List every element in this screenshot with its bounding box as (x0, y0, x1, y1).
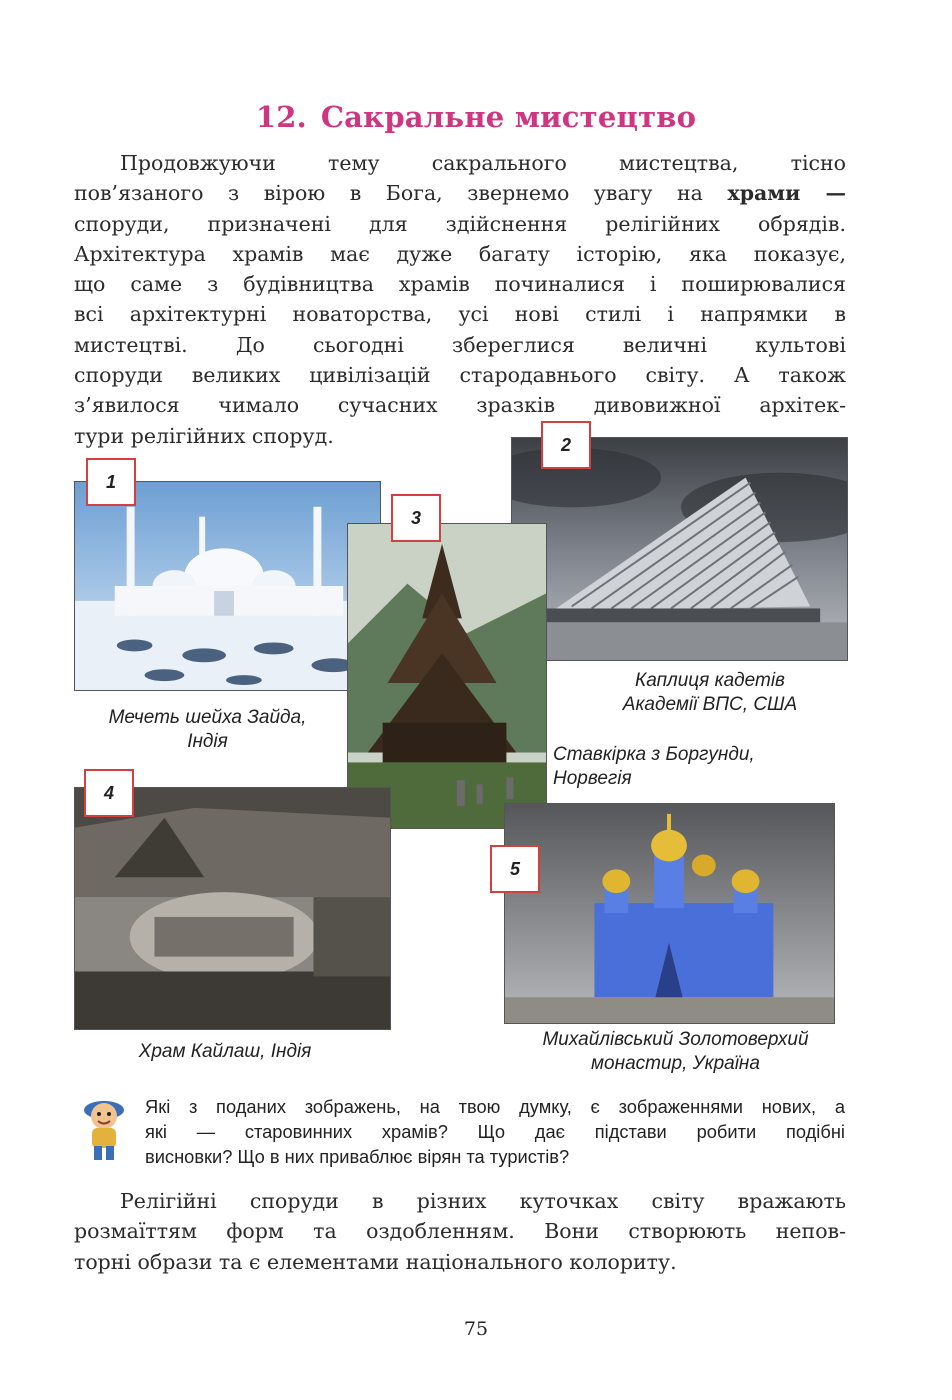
intro-line: що саме з будівництва храмів починалися і поширювалися (74, 272, 846, 297)
monastery-image (505, 804, 834, 1023)
intro-line: споруди великих цивілізацій стародавнього світу. А також (74, 363, 846, 388)
section-title-text: Сакральне мистецтво (320, 100, 697, 134)
stave-church-image (348, 524, 546, 828)
figure-badge-3: 3 (391, 494, 441, 542)
intro-line: пов’язаного з вірою в Бога, звернемо увагу на храми — (74, 181, 846, 206)
question-line: які — старовинних храмів? Що дає підстави робити подібні (145, 1121, 845, 1142)
question-line: висновки? Що в них приваблює вірян та туристів? (145, 1146, 570, 1167)
mascot-boy-icon (78, 1090, 130, 1162)
intro-line: всі архітектурні новаторства, усі нові стилі і напрямки в (74, 302, 846, 327)
caption-cadet-chapel: Каплиця кадетів Академії ВПС, США (622, 670, 798, 715)
figure-badge-4: 4 (84, 769, 134, 817)
intro-line: Продовжуючи тему сакрального мистецтва, тісно (120, 151, 846, 175)
bold-term: храми — (727, 181, 846, 206)
kailash-image (75, 788, 390, 1029)
photo-st-michaels-monastery (504, 803, 835, 1024)
outro-paragraph (74, 1186, 846, 1277)
figure-badge-1: 1 (86, 458, 136, 506)
caption-stave-church: Ставкірка з Боргунди, Норвегія (553, 744, 755, 789)
figure-badge-2: 2 (541, 421, 591, 469)
photo-borgund-stave-church (347, 523, 547, 829)
discussion-question (145, 1094, 845, 1169)
outro-line: Релігійні споруди в різних куточках світу вражають (120, 1189, 846, 1213)
outro-line: розмаїттям форм та оздобленням. Вони створюють непов- (74, 1219, 846, 1244)
intro-line: з’явилося чимало сучасних зразків дивовижної архітек- (74, 393, 846, 418)
page-number: 75 (463, 1318, 489, 1340)
section-title (0, 100, 952, 134)
photo-sheikh-zayed-mosque (74, 481, 381, 691)
question-line: Які з поданих зображень, на твою думку, є зображеннями нових, а (145, 1096, 845, 1117)
caption-mosque: Мечеть шейха Зайда, Індія (108, 707, 307, 752)
caption-monastery: Михайлівський Золотоверхий монастир, Україна (542, 1029, 809, 1074)
photo-cadet-chapel (511, 437, 848, 661)
outro-line: торні образи та є елементами національного колориту. (74, 1249, 677, 1274)
intro-paragraph (74, 148, 846, 451)
caption-kailash: Храм Кайлаш, Індія (138, 1041, 312, 1062)
section-number: 12. (255, 100, 307, 134)
photo-kailash-temple (74, 787, 391, 1030)
cadet-chapel-image (512, 438, 847, 660)
mosque-image (75, 482, 380, 690)
intro-line: тури релігійних споруд. (74, 423, 334, 448)
figure-badge-5: 5 (490, 845, 540, 893)
intro-line: Архітектура храмів має дуже багату історію, яка показує, (74, 241, 846, 266)
intro-line: мистецтві. До сьогодні збереглися величні культові (74, 332, 846, 357)
intro-line: споруди, призначені для здійснення релігійних обрядів. (74, 211, 846, 236)
